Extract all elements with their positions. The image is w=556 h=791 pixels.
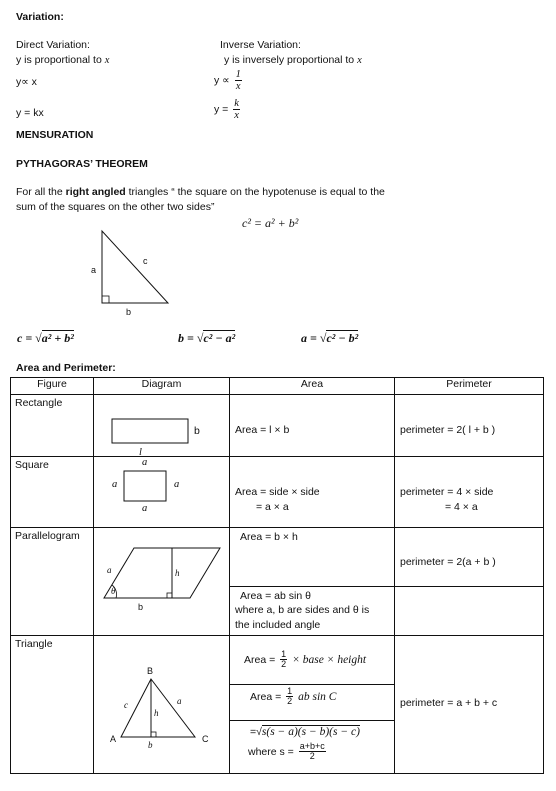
- square-label-right: a: [174, 479, 180, 490]
- direct-equation: y = kx: [16, 107, 44, 119]
- right-angle-marker: [102, 296, 109, 303]
- triangle-area-divider-2: [230, 720, 394, 721]
- parallelogram-label-a: a: [107, 565, 112, 575]
- direct-variation-desc: y is proportional to x: [16, 54, 110, 66]
- area-perimeter-table: [10, 377, 544, 774]
- figure-name-triangle: Triangle: [15, 638, 53, 650]
- triangle-label-B: B: [147, 666, 154, 676]
- figure-name-parallelogram: Parallelogram: [15, 530, 80, 542]
- parallelogram-shape: [94, 528, 230, 635]
- table-row-square: [11, 457, 544, 528]
- inverse-proportion: y ∝ $\frac{1}{x}$: [214, 69, 241, 93]
- triangle-label-c: c: [124, 700, 128, 710]
- header-perimeter: Perimeter: [395, 378, 544, 395]
- inverse-equation: y = $\frac{k}{x}$: [214, 98, 239, 122]
- parallelogram-area-divider: [230, 586, 394, 587]
- header-area: Area: [230, 378, 395, 395]
- triangle-label-c: c: [143, 256, 148, 266]
- pythagoras-main-formula: c² = a² + b²: [242, 216, 299, 230]
- square-perimeter-line2: = 4 × a: [445, 501, 478, 513]
- table-row-triangle: [11, 636, 544, 774]
- pythagoras-text-line2: sum of the squares on the other two sides”: [16, 201, 215, 213]
- triangle-shape: [94, 636, 230, 773]
- parallelogram-diagram: [94, 528, 229, 635]
- table-row-parallelogram: [11, 528, 544, 636]
- parallelogram-area-line1: Area = b × h: [240, 531, 298, 543]
- square-area-line1: Area = side × side: [235, 486, 320, 498]
- triangle-label-A: A: [110, 734, 117, 744]
- triangle-label-a: a: [177, 696, 182, 706]
- parallelogram-label-theta: θ: [111, 586, 116, 596]
- parallelogram-area-line2: Area = ab sin θ: [240, 590, 311, 602]
- header-figure: Figure: [11, 378, 94, 395]
- parallelogram-label-b: b: [138, 602, 144, 612]
- parallelogram-perimeter: perimeter = 2(a + b ): [400, 556, 496, 568]
- area-perimeter-title: Area and Perimeter:: [16, 362, 116, 374]
- square-diagram: [94, 457, 229, 527]
- triangle-perimeter: perimeter = a + b + c: [400, 697, 498, 709]
- mensuration-title: MENSURATION: [16, 129, 94, 141]
- header-diagram: Diagram: [94, 378, 230, 395]
- triangle-label-C: C: [202, 734, 209, 744]
- square-label-top: a: [142, 457, 148, 468]
- triangle-label-a: a: [91, 265, 97, 275]
- parallelogram-perimeter-divider: [395, 586, 543, 587]
- pythagoras-text-line1: For all the right angled triangles “ the square on the hypotenuse is equal to the: [16, 186, 385, 198]
- pythagoras-title: PYTHAGORAS’ THEOREM: [16, 158, 148, 170]
- square-shape: [94, 457, 230, 527]
- triangle-area-line1: Area = $\frac{1}{2}$ × base × height: [244, 649, 367, 670]
- figure-name-square: Square: [15, 459, 49, 471]
- rectangle-diagram: [94, 395, 229, 456]
- direct-proportion: y∝ x: [16, 76, 37, 88]
- variation-title: Variation:: [16, 11, 64, 23]
- inverse-variation-heading: Inverse Variation:: [220, 39, 301, 51]
- triangle-diagram: [94, 636, 229, 773]
- triangle-area-line3: =√s(s − a)(s − b)(s − c): [250, 726, 360, 738]
- formula-a: a = √c² − b²: [301, 331, 359, 345]
- parallelogram-label-h: h: [175, 568, 180, 578]
- rectangle-area: Area = l × b: [235, 424, 290, 436]
- rectangle-label-l: l: [139, 447, 142, 458]
- formula-c: c = √a² + b²: [17, 331, 74, 345]
- parallelogram-area-line4: the included angle: [235, 619, 321, 631]
- table-header-row: [11, 378, 544, 395]
- direct-variation-heading: Direct Variation:: [16, 39, 90, 51]
- figure-name-rectangle: Rectangle: [15, 397, 63, 409]
- square-label-left: a: [112, 479, 118, 490]
- square-label-bottom: a: [142, 503, 148, 514]
- square-area-line2: = a × a: [256, 501, 289, 513]
- triangle-label-b: b: [126, 307, 132, 317]
- square-perimeter-line1: perimeter = 4 × side: [400, 486, 494, 498]
- rectangle-perimeter: perimeter = 2( l + b ): [400, 424, 496, 436]
- table-row-rectangle: [11, 395, 544, 457]
- triangle-shape: [102, 231, 168, 303]
- formula-b: b = √c² − a²: [178, 331, 236, 345]
- triangle-label-h: h: [154, 708, 159, 718]
- triangle-area-divider-1: [230, 684, 394, 685]
- triangle-label-b: b: [148, 740, 153, 750]
- rectangle-label-b: b: [194, 425, 200, 437]
- triangle-area-line2: Area = $\frac{1}{2}$ ab sin C: [250, 686, 337, 707]
- inverse-variation-desc: y is inversely proportional to x: [224, 54, 362, 66]
- rectangle-shape: [94, 395, 230, 456]
- triangle-area-line4: where s = $\frac{a+b+c}{2}$: [248, 741, 325, 762]
- parallelogram-area-line3: where a, b are sides and θ is: [235, 604, 370, 616]
